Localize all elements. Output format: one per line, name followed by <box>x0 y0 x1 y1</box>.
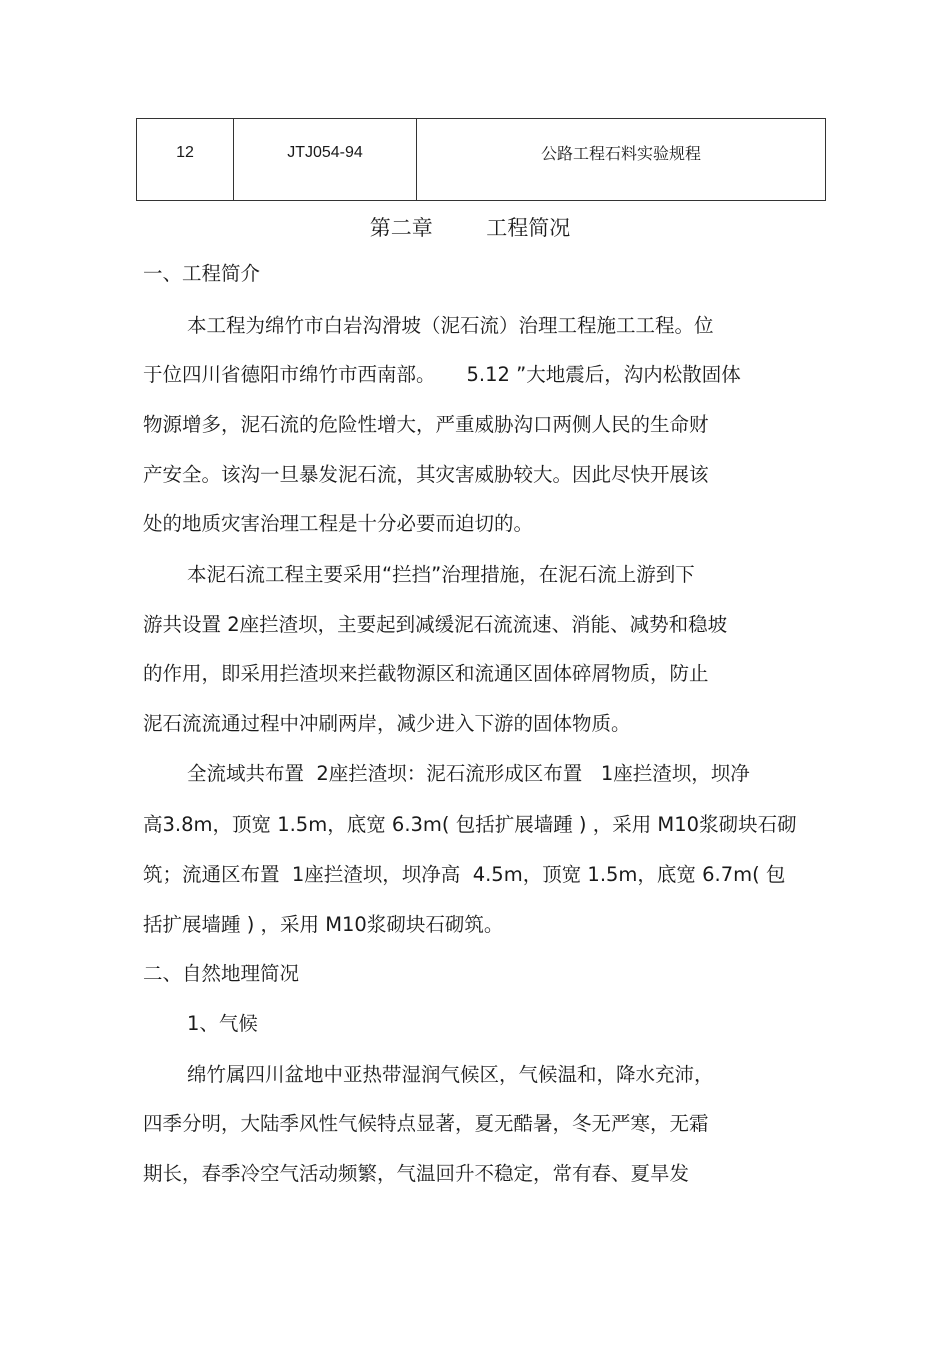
text-line: 筑；流通区布置 1座拦渣坝，坝净高 4.5m，顶宽 1.5m，底宽 6.7m( 包 <box>143 863 786 886</box>
text-line: 四季分明，大陆季风性气候特点显著，夏无酷暑，冬无严寒，无霜 <box>143 1112 709 1135</box>
standard-name-cell: 公路工程石料实验规程 <box>540 146 701 163</box>
text-line: 的作用，即采用拦渣坝来拦截物源区和流通区固体碎屑物质，防止 <box>143 662 709 685</box>
text-line: 1、气候 <box>187 1012 258 1035</box>
text-line: 泥石流流通过程中冲刷两岸，减少进入下游的固体物质。 <box>143 712 631 735</box>
text-line: 本工程为绵竹市白岩沟滑坡（泥石流）治理工程施工工程。位 <box>187 314 714 337</box>
standards-table-row <box>136 118 826 201</box>
text-line: 一、工程简介 <box>143 262 261 285</box>
standard-code-cell: JTJ054-94 <box>234 119 417 200</box>
text-line: 产安全。该沟一旦暴发泥石流，其灾害威胁较大。因此尽快开展该 <box>143 463 709 486</box>
text-line: 绵竹属四川盆地中亚热带湿润气候区，气候温和，降水充沛， <box>187 1063 714 1086</box>
text-line: 处的地质灾害治理工程是十分必要而迫切的。 <box>143 512 534 535</box>
text-line: 高3.8m，顶宽 1.5m，底宽 6.3m( 包括扩展墙踵 ) ，采用 M10浆砌块石砌 <box>143 813 797 836</box>
text-line: 于位四川省德阳市绵竹市西南部。 5.12 ”大地震后，沟内松散固体 <box>143 363 741 386</box>
row-number-cell: 12 <box>137 119 234 200</box>
text-line: 物源增多，泥石流的危险性增大，严重威胁沟口两侧人民的生命财 <box>143 413 709 436</box>
text-line: 本泥石流工程主要采用“拦挡”治理措施，在泥石流上游到下 <box>187 563 695 586</box>
text-line: 括扩展墙踵 ) ，采用 M10浆砌块石砌筑。 <box>143 913 504 936</box>
text-line: 二、自然地理简况 <box>143 962 300 985</box>
text-line: 期长，春季冷空气活动频繁，气温回升不稳定，常有春、夏旱发 <box>143 1162 690 1185</box>
text-line: 游共设置 2座拦渣坝，主要起到减缓泥石流流速、消能、减势和稳坡 <box>143 613 728 636</box>
chapter-title: 第二章 工程简况 <box>369 216 571 240</box>
text-line: 全流域共布置 2座拦渣坝：泥石流形成区布置 1座拦渣坝，坝净 <box>187 762 750 785</box>
